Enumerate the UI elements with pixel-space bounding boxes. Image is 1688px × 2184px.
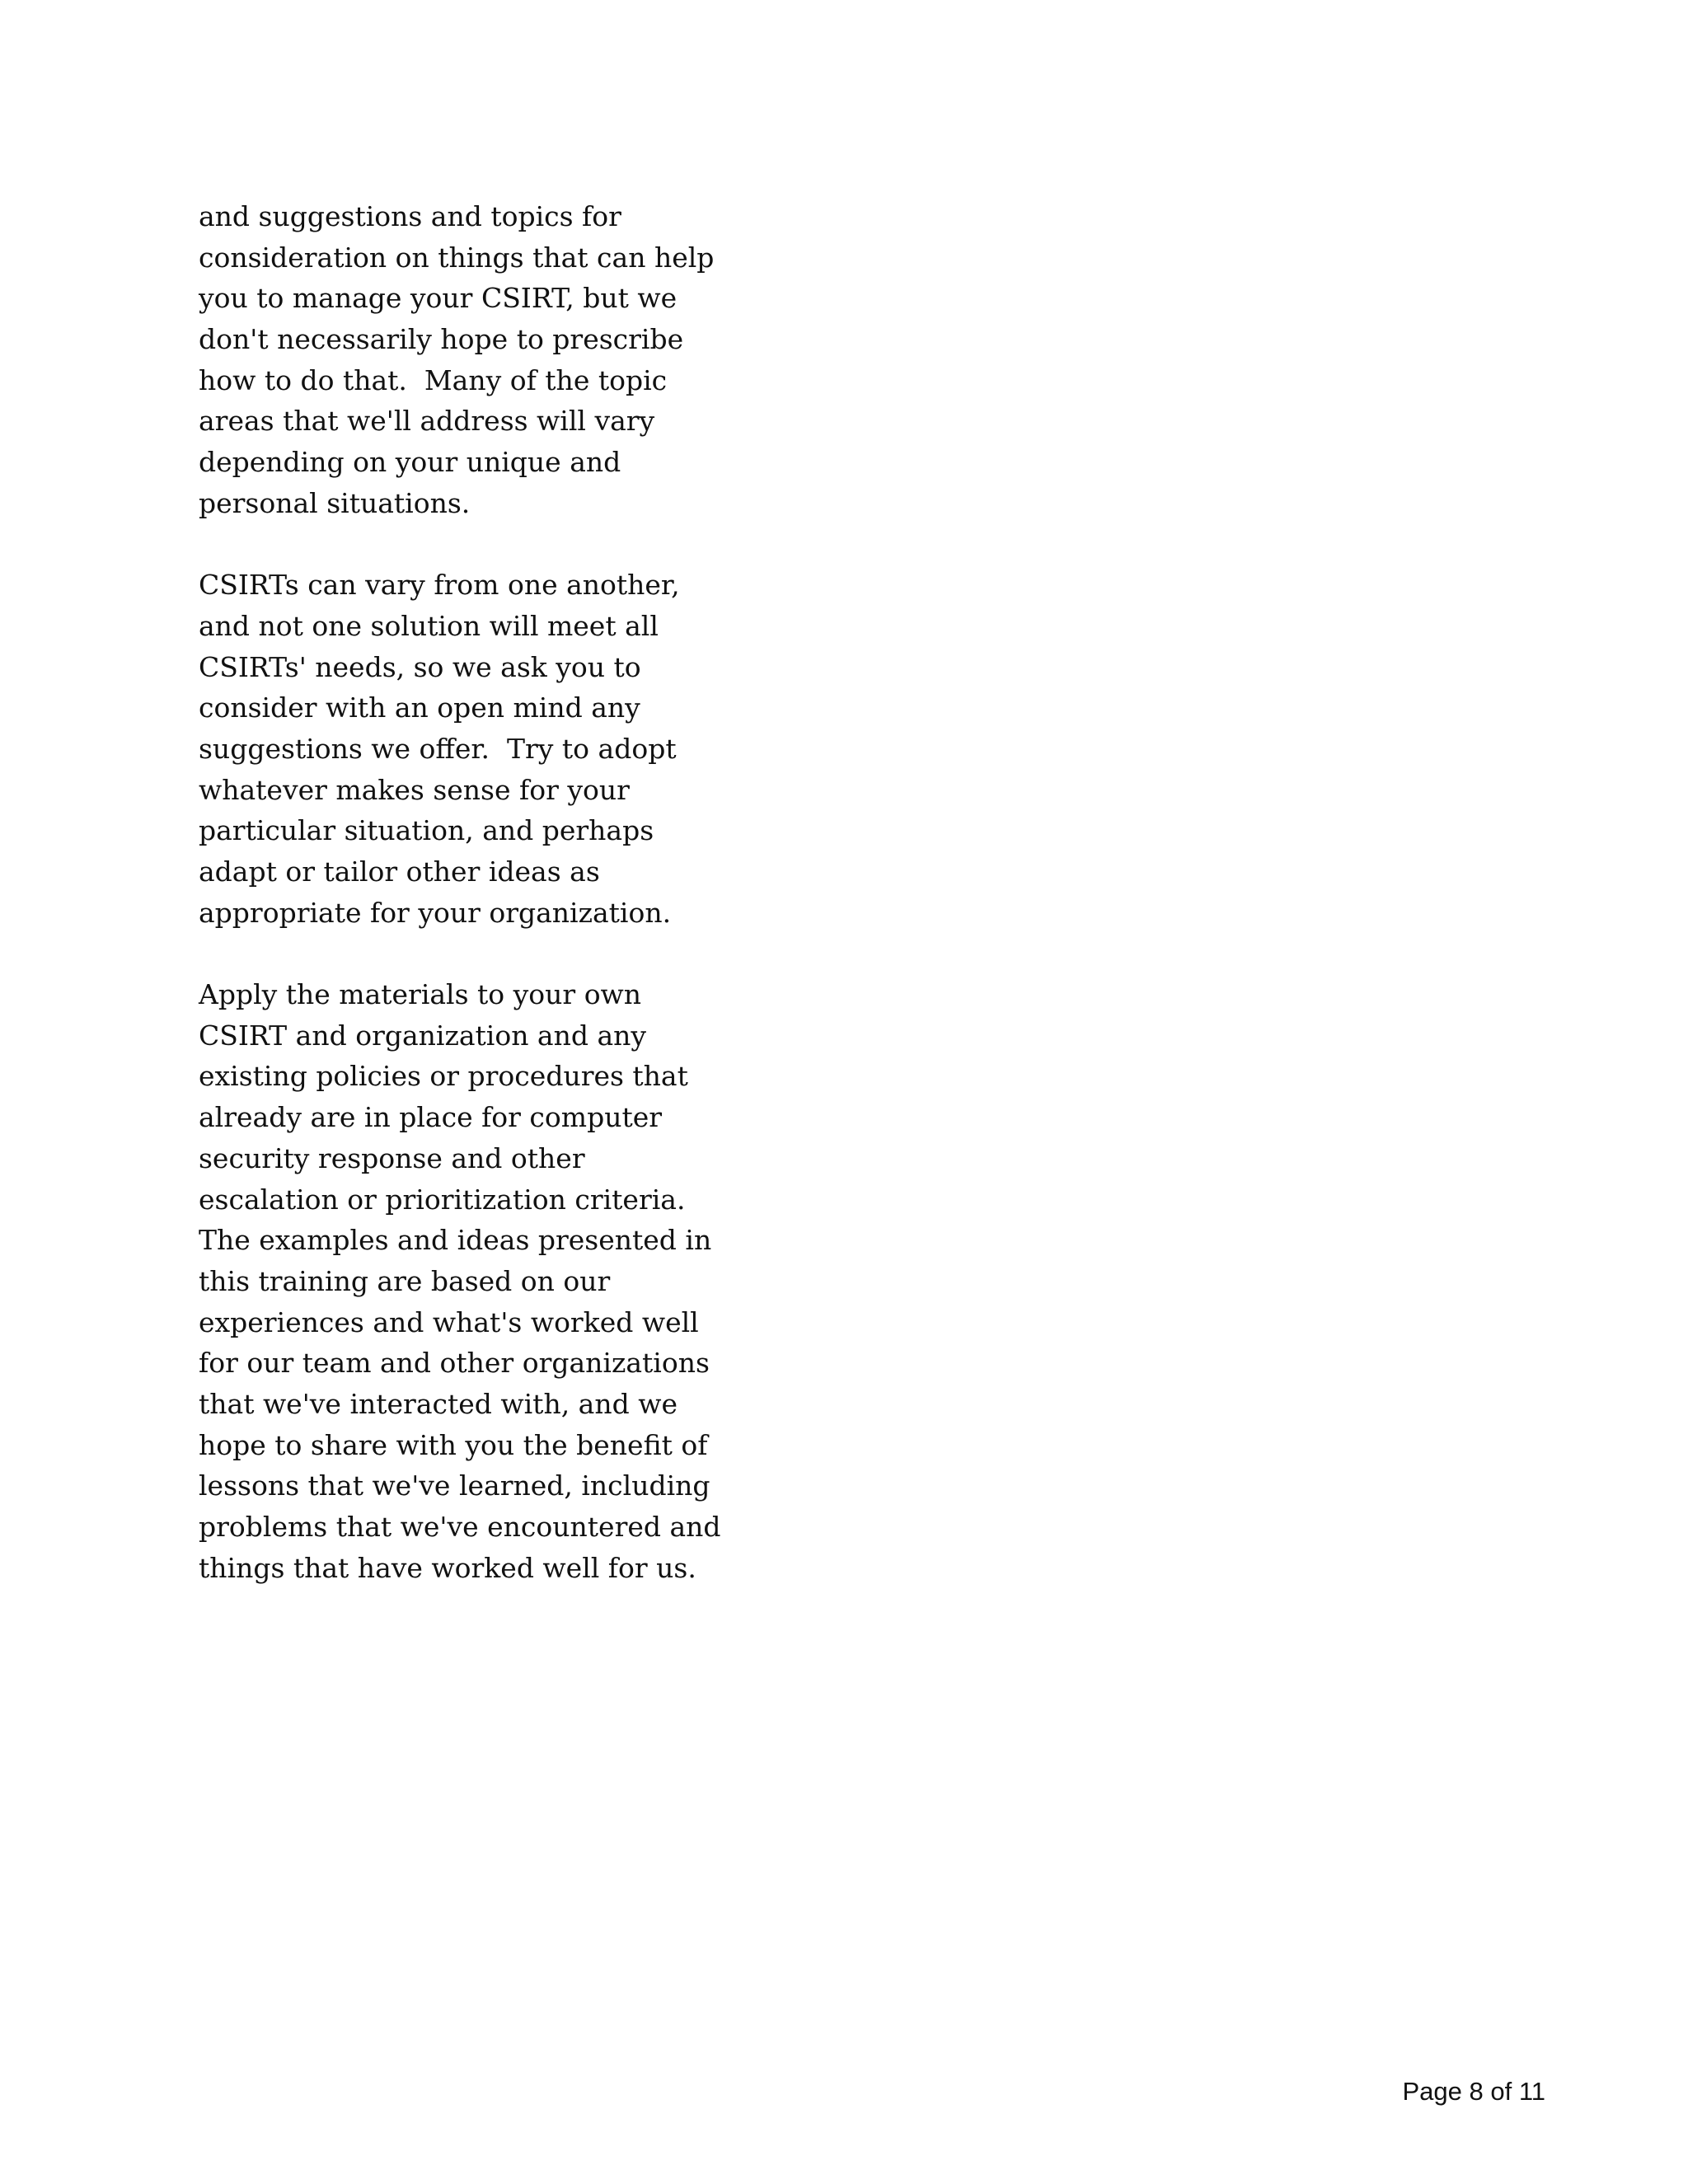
text-line: lessons that we've learned, including [199, 1469, 710, 1502]
text-line: Apply the materials to your own [199, 978, 642, 1011]
paragraph-2 [199, 565, 710, 933]
text-line: depending on your unique and [199, 446, 621, 479]
text-line: particular situation, and perhaps [199, 814, 654, 847]
text-line: CSIRT and organization and any [199, 1019, 647, 1052]
text-line: areas that we'll address will vary [199, 405, 655, 438]
paragraph-spacer [199, 933, 710, 974]
text-line: existing policies or procedures that [199, 1060, 688, 1093]
body-text-column [199, 196, 721, 1588]
text-line: don't necessarily hope to prescribe [199, 323, 684, 356]
text-line: appropriate for your organization. [199, 896, 672, 929]
text-line: for our team and other organizations [199, 1347, 710, 1380]
text-line: problems that we've encountered and [199, 1511, 721, 1543]
text-line: consider with an open mind any [199, 691, 640, 724]
text-line: and suggestions and topics for [199, 200, 621, 232]
text-line: adapt or tailor other ideas as [199, 855, 600, 888]
text-line: suggestions we offer. Try to adopt [199, 732, 677, 765]
text-line: The examples and ideas presented in [199, 1224, 712, 1257]
text-line: already are in place for computer [199, 1101, 663, 1134]
text-line: hope to share with you the benefit of [199, 1428, 708, 1461]
paragraph-spacer [199, 524, 710, 565]
text-line: personal situations. [199, 486, 471, 519]
text-line: things that have worked well for us. [199, 1551, 696, 1584]
page-number: Page 8 of 11 [1402, 2077, 1545, 2106]
text-line: security response and other [199, 1141, 585, 1174]
text-line: consideration on things that can help [199, 241, 715, 274]
text-line: that we've interacted with, and we [199, 1387, 678, 1420]
text-line: CSIRTs' needs, so we ask you to [199, 650, 641, 683]
text-line: experiences and what's worked well [199, 1305, 699, 1338]
text-line: this training are based on our [199, 1264, 611, 1297]
text-line: escalation or prioritization criteria. [199, 1183, 686, 1216]
paragraph-3 [199, 974, 721, 1588]
text-line: and not one solution will meet all [199, 609, 659, 642]
text-line: you to manage your CSIRT, but we [199, 282, 678, 315]
text-line: whatever makes sense for your [199, 773, 630, 806]
text-line: CSIRTs can vary from one another, [199, 569, 680, 602]
text-line: how to do that. Many of the topic [199, 363, 668, 396]
paragraph-1 [199, 196, 715, 524]
